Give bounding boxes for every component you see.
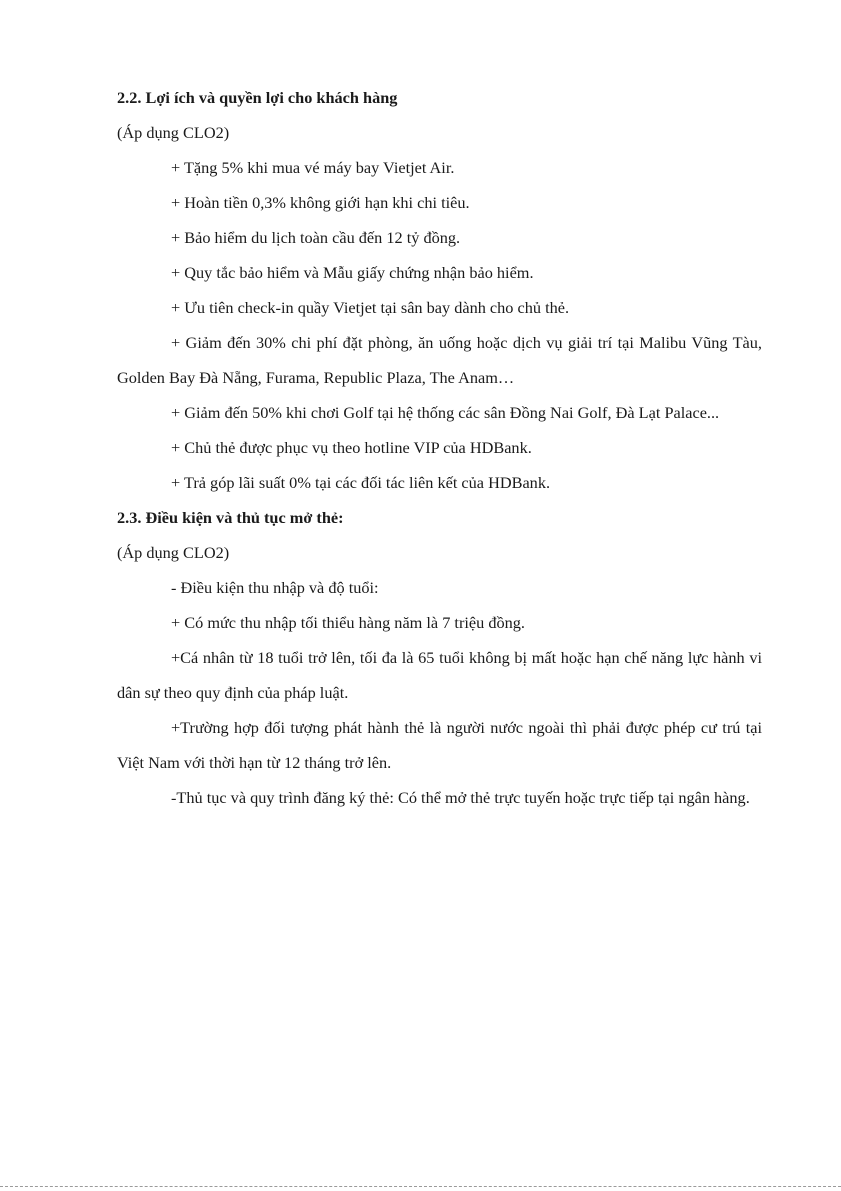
section-heading-conditions: 2.3. Điều kiện và thủ tục mở thẻ: (117, 508, 344, 527)
page-bottom-rule (0, 1186, 841, 1187)
benefit-item: + Giảm đến 30% chi phí đặt phòng, ăn uống hoặc dịch vụ giải trí tại Malibu Vũng Tàu, Golden Bay Đà Nẵng, Furama, Republic Plaza, The Anam… (117, 333, 762, 387)
condition-item: + Có mức thu nhập tối thiểu hàng năm là 7 triệu đồng. (171, 613, 525, 632)
document-body (117, 80, 762, 815)
benefit-item: + Giảm đến 50% khi chơi Golf tại hệ thống các sân Đồng Nai Golf, Đà Lạt Palace... (171, 403, 720, 422)
benefit-item: + Hoàn tiền 0,3% không giới hạn khi chi tiêu. (171, 193, 470, 212)
applies-note: (Áp dụng CLO2) (117, 123, 230, 142)
section-heading-benefits: 2.2. Lợi ích và quyền lợi cho khách hàng (117, 88, 398, 107)
benefit-item: + Tặng 5% khi mua vé máy bay Vietjet Air. (171, 158, 455, 177)
benefit-item: + Quy tắc bảo hiểm và Mẫu giấy chứng nhận bảo hiểm. (171, 263, 534, 282)
benefit-item: + Bảo hiểm du lịch toàn cầu đến 12 tỷ đồng. (171, 228, 461, 247)
procedure-text: -Thủ tục và quy trình đăng ký thẻ: Có thể mở thẻ trực tuyến hoặc trực tiếp tại ngân hàng. (171, 788, 750, 807)
condition-label: - Điều kiện thu nhập và độ tuổi: (171, 578, 379, 597)
condition-item: +Trường hợp đối tượng phát hành thẻ là người nước ngoài thì phải được phép cư trú tại Việt Nam với thời hạn từ 12 tháng trở lên. (117, 718, 762, 772)
condition-item: +Cá nhân từ 18 tuổi trở lên, tối đa là 65 tuổi không bị mất hoặc hạn chế năng lực hành vi dân sự theo quy định của pháp luật. (117, 648, 762, 702)
benefit-item: + Trả góp lãi suất 0% tại các đối tác liên kết của HDBank. (171, 473, 551, 492)
benefit-item: + Chủ thẻ được phục vụ theo hotline VIP của HDBank. (171, 438, 532, 457)
applies-note: (Áp dụng CLO2) (117, 543, 230, 562)
benefit-item: + Ưu tiên check-in quầy Vietjet tại sân bay dành cho chủ thẻ. (171, 298, 570, 317)
